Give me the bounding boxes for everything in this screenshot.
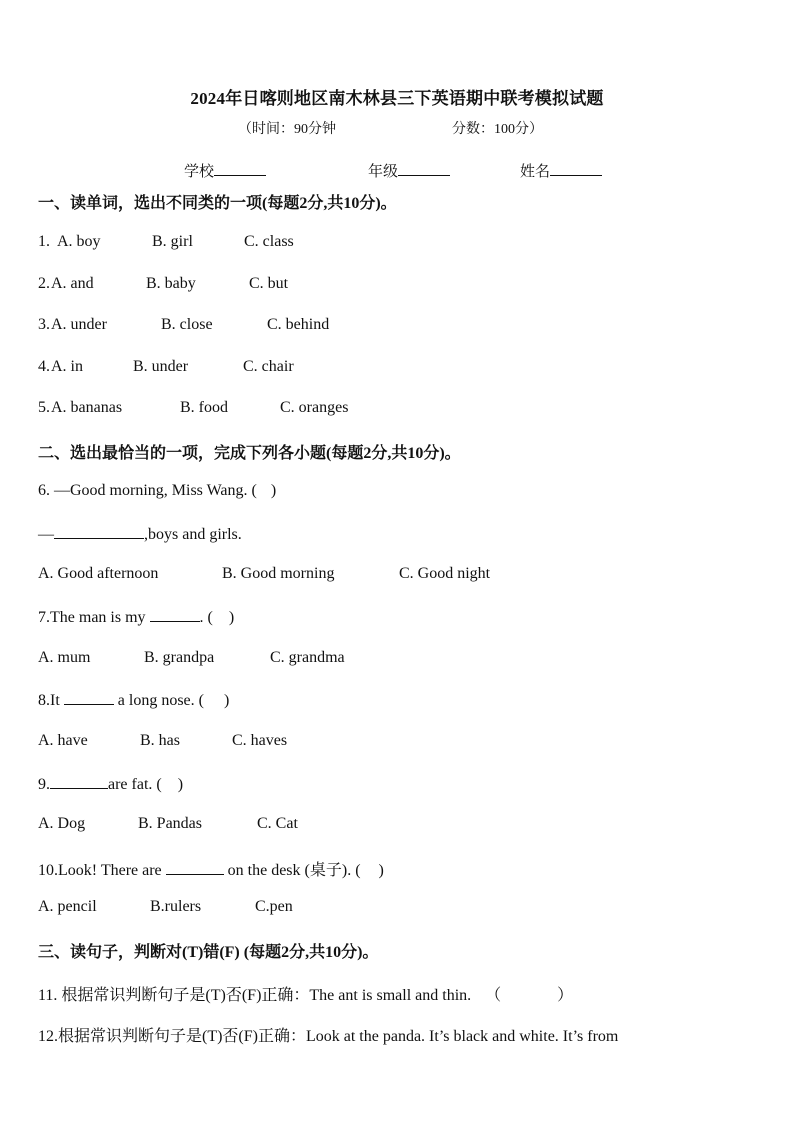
q4-option-c: C. chair (243, 358, 294, 375)
q8-option-c: C. haves (232, 732, 288, 749)
name-label: 姓名 (520, 164, 551, 180)
q7-option-c: C. grandma (270, 649, 345, 666)
q7-paren-close: ) (228, 609, 235, 626)
q10-paren-close: ) (378, 862, 384, 879)
q1-option-c: C. class (244, 233, 294, 250)
q10-option-c: C.pen (255, 898, 293, 915)
q10-stem-end: on the desk (桌子). ( (227, 862, 361, 879)
q2-option-b: B. baby (146, 275, 196, 292)
section3-title: 三、读句子，判断对(T)错(F) (每题2分,共10分)。 (38, 944, 379, 961)
q11-stem: 11. 根据常识判断句子是(T)否(F)正确：The ant is small and thin. (38, 987, 472, 1004)
q9-option-c: C. Cat (257, 815, 298, 832)
q9-option-a: A. Dog (38, 815, 86, 832)
q6-option-b: B. Good morning (222, 565, 335, 582)
q3-option-a: A. under (51, 316, 107, 333)
q10-blank (166, 860, 224, 875)
q3-option-b: B. close (161, 316, 213, 333)
q1-option-a: A. boy (57, 233, 101, 250)
q8-blank (64, 690, 114, 705)
q2-option-c: C. but (249, 275, 289, 292)
grade-blank (398, 161, 450, 176)
q8-stem (38, 690, 229, 710)
q1-option-b: B. girl (152, 233, 193, 250)
q10-option-a: A. pencil (38, 898, 97, 915)
q12-text: 12.根据常识判断句子是(T)否(F)正确：Look at the panda. It’s black and white. It’s from (38, 1028, 619, 1045)
q5-number: 5. (38, 399, 50, 416)
q8-stem-end: a long nose. ( (117, 692, 204, 709)
q6-reply-dash: — (38, 526, 54, 543)
q7-stem-text: 7.The man is my (38, 609, 146, 626)
q11-paren-open: （ (485, 987, 502, 1004)
q6-reply-rest: ,boys and girls. (144, 526, 242, 543)
q8-paren-close: ) (223, 692, 230, 709)
q4-number: 4. (38, 358, 50, 375)
q4-option-b: B. under (133, 358, 189, 375)
exam-title: 2024年日喀则地区南木林县三下英语期中联考模拟试题 (190, 89, 604, 108)
q6-reply (38, 524, 242, 544)
exam-score: 分数：100分） (452, 122, 543, 137)
grade-label: 年级 (368, 164, 399, 180)
name-field (520, 160, 602, 181)
q5-option-c: C. oranges (280, 399, 349, 416)
q5-option-b: B. food (180, 399, 228, 416)
grade-field (368, 160, 450, 181)
q6-paren-close: ) (270, 482, 277, 499)
q2-option-a: A. and (51, 275, 94, 292)
section2-title: 二、选出最恰当的一项，完成下列各小题(每题2分,共10分)。 (38, 445, 461, 462)
q6-option-a: A. Good afternoon (38, 565, 159, 582)
q1-number: 1. (38, 233, 50, 250)
q8-option-b: B. has (140, 732, 180, 749)
q6-option-c: C. Good night (399, 565, 491, 582)
q9-stem-end: are fat. ( (108, 776, 162, 793)
name-blank (550, 161, 602, 176)
q6-stem-text: 6. —Good morning, Miss Wang. ( (38, 482, 257, 499)
school-blank (214, 161, 266, 176)
q10-stem-text: 10.Look! There are (38, 862, 162, 879)
q9-blank (50, 774, 108, 789)
q5-option-a: A. bananas (51, 399, 123, 416)
q11-text (38, 982, 573, 1005)
q10-option-b: B.rulers (150, 898, 202, 915)
q9-stem-text: 9. (38, 776, 50, 793)
section1-title: 一、读单词，选出不同类的一项(每题2分,共10分)。 (38, 195, 397, 212)
q4-option-a: A. in (51, 358, 83, 375)
q6-blank (54, 524, 144, 539)
q3-number: 3. (38, 316, 50, 333)
q2-number: 2. (38, 275, 50, 292)
q7-stem-end: . ( (199, 609, 213, 626)
q11-paren-close: ） (557, 987, 574, 1004)
q9-stem (38, 774, 183, 794)
q10-stem (38, 857, 384, 880)
q7-option-a: A. mum (38, 649, 91, 666)
exam-time: （时间：90分钟 (238, 122, 336, 137)
q9-option-b: B. Pandas (138, 815, 202, 832)
q6-stem (38, 482, 276, 500)
q3-option-c: C. behind (267, 316, 330, 333)
q9-paren-close: ) (177, 776, 184, 793)
school-field (184, 160, 266, 181)
q8-stem-text: 8.It (38, 692, 60, 709)
q8-option-a: A. have (38, 732, 88, 749)
q7-blank (150, 607, 200, 622)
q7-stem (38, 607, 234, 627)
school-label: 学校 (184, 164, 215, 180)
q7-option-b: B. grandpa (144, 649, 215, 666)
